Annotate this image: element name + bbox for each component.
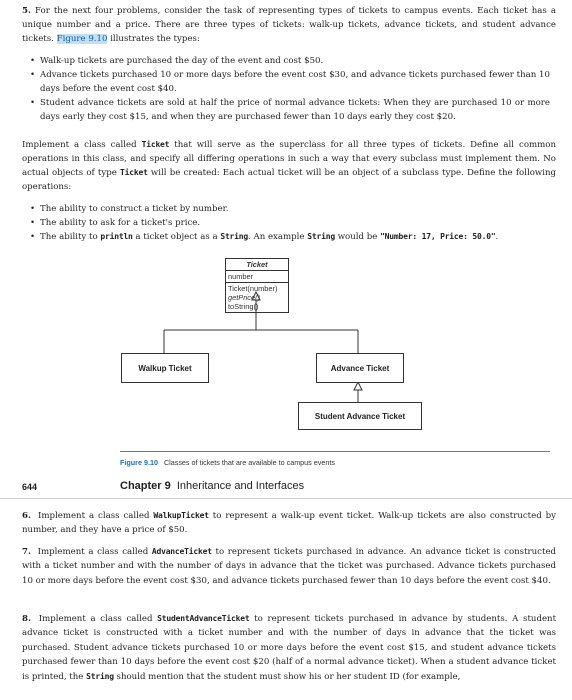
uml-method-constructor: Ticket(number) bbox=[228, 284, 278, 293]
op3-text-b: a ticket object as a bbox=[135, 232, 218, 242]
uml-ticket-class bbox=[225, 258, 289, 313]
page-divider bbox=[0, 498, 572, 499]
op3-end: . bbox=[495, 232, 499, 242]
uml-advance-class: Advance Ticket bbox=[316, 353, 404, 383]
code-studentadvanceticket: StudentAdvanceTicket bbox=[157, 614, 250, 623]
code-string-3: String bbox=[86, 671, 114, 681]
problem-8-number: 8. bbox=[22, 614, 31, 624]
problem-6 bbox=[22, 509, 556, 538]
problem-7 bbox=[22, 545, 556, 588]
problem-5-intro-text: For the next four problems, consider the task of representing types of tickets to campus events. Each ticket has a unique number and a price. There are three types of tickets: walk-up tickets, advance tickets, and student advance tickets. bbox=[22, 6, 556, 44]
op3-text-a: The ability to bbox=[40, 232, 98, 242]
ticket-type-walkup: • Walk-up tickets are purchased the day of the event and cost $50. bbox=[30, 54, 550, 68]
problem-6-text-a: Implement a class called bbox=[37, 511, 150, 521]
ticket-type-advance: • Advance tickets purchased 10 or more days before the event cost $30, and advance tickets purchased fewer than 10 days before the event cost $40. bbox=[30, 68, 550, 96]
caption-rule bbox=[120, 451, 550, 452]
code-ticket: Ticket bbox=[141, 140, 170, 149]
problem-8-text-b: to represent tickets purchased in advance by students. A student advance ticket is constructed with a ticket number and with the number of days in advance that the ticket was purchased. Student advance tickets purchased 10 or more days before the event cost $15, and student advance tickets purchased fewer than 10 days before the event cost $20 (half of a normal advance ticket). When a student advance ticket is printed, the bbox=[22, 614, 557, 682]
uml-method-tostring: toString() bbox=[228, 302, 259, 311]
code-println: println bbox=[100, 232, 133, 241]
ticket-type-student: • Student advance tickets are sold at half the price of normal advance tickets: When they are purchased 10 or more days early they cost $15, and when they are purchased fewer than 10 days early they cost $20. bbox=[30, 96, 550, 124]
uml-method-getprice: getPrice() bbox=[228, 293, 261, 302]
problem-7-number: 7. bbox=[22, 547, 31, 557]
uml-walkup-class: Walkup Ticket bbox=[121, 353, 209, 383]
para2-text-c: will be created: Each actual ticket will be an object of a subclass type. Define the following operations: bbox=[22, 168, 557, 192]
figure-caption bbox=[120, 458, 335, 467]
problem-5-intro-text-2: illustrates the types: bbox=[110, 34, 200, 44]
code-string: String bbox=[220, 232, 249, 241]
op3-text-d: would be bbox=[337, 232, 378, 242]
para2-text-a: Implement a class called bbox=[22, 140, 137, 150]
problem-8-text-c: should mention that the student must show his or her student ID (for example, bbox=[116, 671, 461, 682]
operation-price: • The ability to ask for a ticket's price. bbox=[30, 216, 550, 230]
op3-text-c: . An example bbox=[248, 232, 305, 242]
figure-reference-link[interactable]: Figure 9.10 bbox=[56, 34, 108, 44]
problem-6-number: 6. bbox=[22, 511, 31, 521]
uml-ticket-methods bbox=[226, 283, 288, 312]
uml-field-number: number bbox=[228, 272, 254, 281]
code-ticket-2: Ticket bbox=[120, 168, 148, 177]
figure-caption-text: Classes of tickets that are available to campus events bbox=[163, 458, 335, 467]
problem-7-text-a: Implement a class called bbox=[37, 547, 149, 557]
chapter-title: Inheritance and Interfaces bbox=[176, 480, 305, 492]
operation-construct: • The ability to construct a ticket by number. bbox=[30, 202, 550, 216]
code-string-2: String bbox=[307, 232, 335, 241]
problem-8 bbox=[22, 612, 556, 684]
problem-5-number: 5. bbox=[22, 6, 31, 16]
para2-text-b: that will serve as the superclass for all three types of tickets. Define all common operations in this class, and specify all differing operations in such a way that every subclass must implement them. No actual objects of type bbox=[22, 140, 556, 178]
problem-6-text-b: to represent a walk-up event ticket. Walk-up tickets are also constructed by number, and they have a price of $50. bbox=[22, 511, 556, 536]
page-number: 644 bbox=[22, 482, 38, 492]
uml-student-advance-class: Student Advance Ticket bbox=[298, 402, 422, 430]
problem-8-text-a: Implement a class called bbox=[38, 614, 153, 624]
code-advanceticket: AdvanceTicket bbox=[151, 547, 212, 556]
chapter-heading bbox=[120, 480, 304, 492]
code-walkupticket: WalkupTicket bbox=[153, 511, 209, 520]
chapter-number: Chapter 9 bbox=[120, 480, 171, 492]
figure-caption-label: Figure 9.10 bbox=[120, 458, 158, 467]
uml-ticket-fields bbox=[226, 271, 288, 283]
problem-7-text-b: to represent tickets purchased in advance. An advance ticket is constructed with a ticket number and with the number of days in advance that the ticket was purchased. Advance tickets purchased 10 or more days before the event cost $30, and advance tickets purchased fewer than 10 days before the event cost $40. bbox=[22, 547, 557, 586]
code-example: "Number: 17, Price: 50.0" bbox=[380, 232, 496, 241]
uml-ticket-class-name: Ticket bbox=[226, 259, 288, 271]
